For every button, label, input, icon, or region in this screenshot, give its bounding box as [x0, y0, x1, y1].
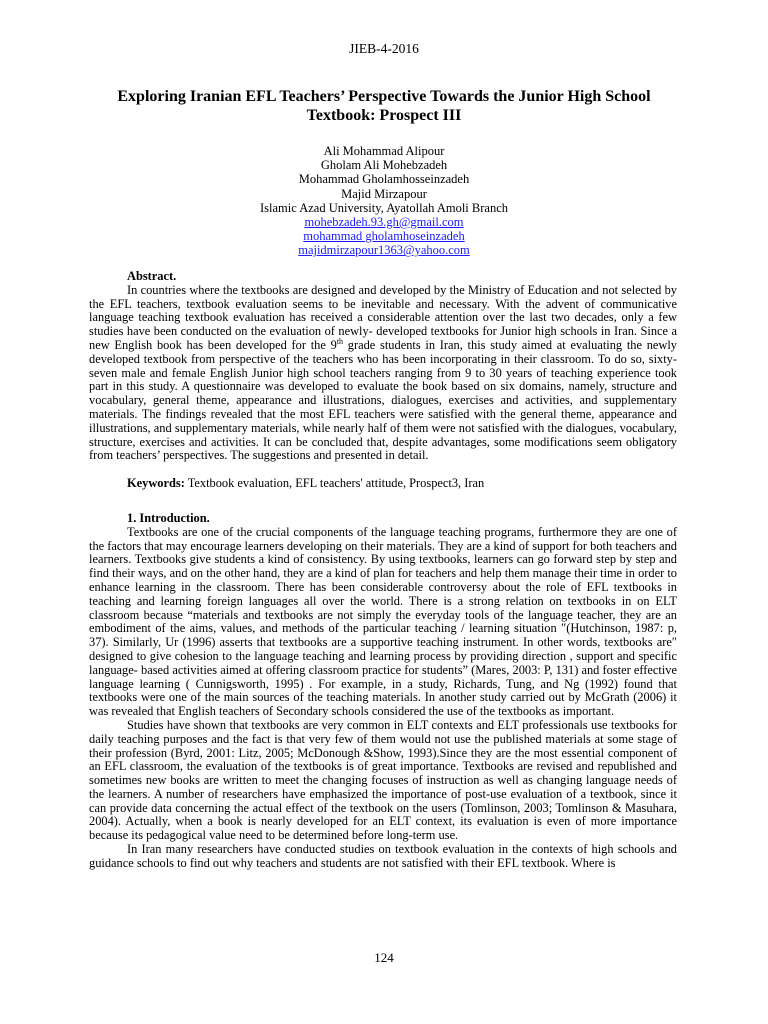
- author-name: Majid Mirzapour: [341, 186, 427, 201]
- keywords-label: Keywords:: [127, 476, 185, 491]
- journal-header: JIEB-4-2016: [349, 41, 419, 56]
- author-name: Gholam Ali Mohebzadeh: [320, 158, 448, 173]
- keywords-text: Textbook evaluation, EFL teachers' attitude, Prospect3, Iran: [184, 476, 485, 491]
- intro-paragraph: Textbooks are one of the crucial components of the language teaching programs, furthermore they are one of the factors that may encourage learners developing on their materials. They are a kind of support for both teachers and learners. Textbooks give students a kind of consistency. By using textbooks, learners can go forward step by step and find their ways, and on the other hand, they are a kind of plan for teachers and help them manage their time in order to enhance learning in the classroom. There has been considerable controversy about the role of EFL textbooks in teaching and learning foreign languages all over the world. There is a strong relation on textbooks in on ELT classroom because “materials and textbooks are not simply the everyday tools of the language teacher, they are an embodiment of the aims, values, and methods of the particular teaching / learning situation ″(Hutchinson, 1987: p, 37). Similarly, Ur (1996) asserts that textbooks are a supportive teaching instrument. In other words, textbooks are″ designed to give cohesion to the language teaching and learning process by providing direction , support and specific language- based activities aimed at offering classroom practice for students” (Mares, 2003: P, 131) and foster effective language learning ( Cunnigsworth, 1995) . For example, in a study, Richards, Tung, and Ng (1992) found that textbooks were one of the main sources of the teaching materials. In another study carried out by McGrath (2006) it was revealed that English teachers of Secondary schools considered the use of the textbooks as important.: [89, 524, 677, 719]
- paper-body: [89, 270, 677, 871]
- author-block: [0, 144, 768, 258]
- keywords: [89, 477, 677, 491]
- email-link[interactable]: majidmirzapour1363@yahoo.com: [298, 243, 470, 258]
- author-name: Mohammad Gholamhosseinzadeh: [298, 172, 470, 187]
- intro-paragraph: Studies have shown that textbooks are very common in ELT contexts and ELT professionals use textbooks for daily teaching purposes and the fact is that very few of them would not use the published materials at some stage of their profession (Byrd, 2001: Litz, 2005; McDonough &Show, 1993).Since they are the most essential component of an EFL classroom, the evaluation of the textbooks is of great importance. Textbooks are revised and republished and sometimes new books are written to meet the changing focuses of instruction as well as changing language needs of the learners. A number of researchers have emphasized the importance of post-use evaluation of a textbook, since it can provide data concerning the actual effect of the textbook on the users (Tomlinson, 2003; Tomlinson & Masuhara, 2004). Actually, when a book is nearly developed for an ELT context, its evaluation is even of more importance because its pedagogical value need to be determined before long-term use.: [89, 717, 677, 843]
- abstract-text: In countries where the textbooks are designed and developed by the Ministry of Education and not selected by the EFL teachers, textbook evaluation seems to be inevitable and necessary. With the advent of communicative language teaching textbook evaluation has received a considerable attention over the last two decades, only a few studies have been conducted on the evaluation of newly- developed textbooks for Junior high schools in Iran. Since a new English book has been developed for the 9th grade students in Iran, this study aimed at evaluating the newly developed textbook from perspective of the teachers who has been incorporating in their classroom. To do so, sixty- seven male and female English Junior high school teachers ranging from 9 to 30 years of teaching experience took part in this study. A questionnaire was developed to evaluate the book based on six domains, namely, structure and vocabulary, general theme, appearance and illustrations, dialogues, exercises and activities, and supplementary materials. The findings revealed that the most EFL teachers were satisfied with the general theme, appearance and illustrations, and supplementary materials, while nearly half of them were not satisfied with the dialogues, vocabulary, structure, exercises and activities. It can be concluded that, despite advantages, some modifications seem obligatory from teachers’ perspectives. The suggestions and presented in detail.: [89, 282, 677, 463]
- intro-paragraph: In Iran many researchers have conducted studies on textbook evaluation in the contexts of high schools and guidance schools to find out why teachers and students are not satisfied with their EFL textbook. Where is: [89, 842, 677, 870]
- author-name: Ali Mohammad Alipour: [323, 144, 445, 158]
- paper-title: Exploring Iranian EFL Teachers’ Perspective Towards the Junior High School Textbook: Prospect III: [117, 88, 651, 124]
- affiliation: Islamic Azad University, Ayatollah Amoli Branch: [260, 200, 508, 215]
- email-link[interactable]: mohammad gholamhoseinzadeh: [303, 229, 465, 244]
- introduction-heading: 1. Introduction.: [127, 510, 210, 525]
- abstract-heading: Abstract.: [127, 269, 177, 283]
- page-number: 124: [374, 950, 394, 965]
- email-link[interactable]: mohebzadeh.93.gh@gmail.com: [304, 215, 464, 230]
